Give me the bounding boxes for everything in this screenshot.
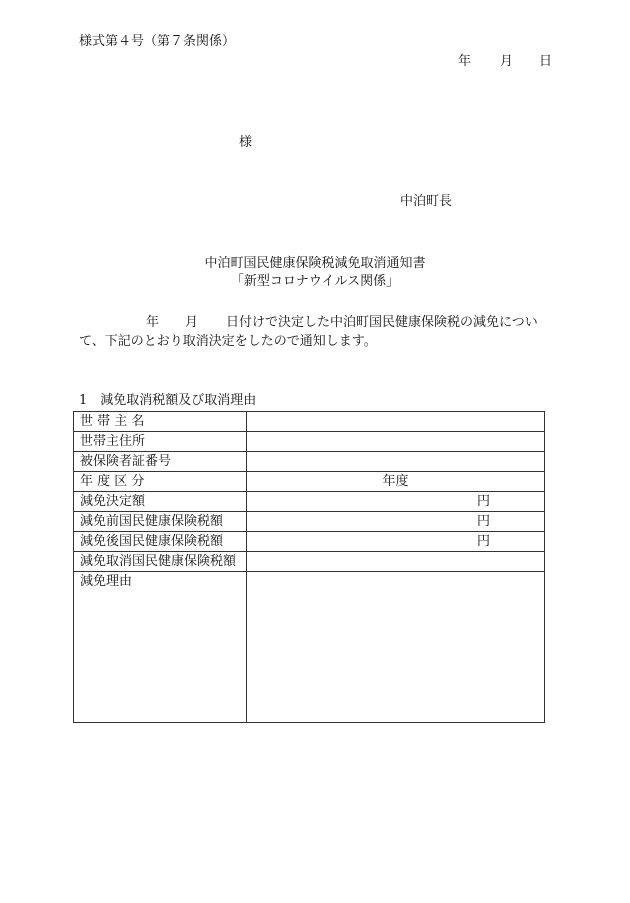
row-value xyxy=(247,572,545,723)
table-row xyxy=(74,552,545,572)
sender-title: 中泊町長 xyxy=(400,194,453,209)
row-label: 減免前国民健康保険税額 xyxy=(74,512,247,532)
row-value xyxy=(247,452,545,472)
row-value: 円 xyxy=(247,532,545,552)
row-value: 円 xyxy=(247,492,545,512)
row-label: 減免理由 xyxy=(74,572,247,723)
row-label: 被保険者証番号 xyxy=(74,452,247,472)
table-row xyxy=(74,512,545,532)
table-row xyxy=(74,532,545,552)
table-row xyxy=(74,412,545,432)
cancellation-table xyxy=(73,411,545,723)
table-row xyxy=(74,572,545,723)
date-month-label: 月 xyxy=(500,54,514,69)
addressee-suffix: 様 xyxy=(239,135,253,150)
table-row xyxy=(74,452,545,472)
row-value xyxy=(247,552,545,572)
body-text-line2: て、下記のとおり取消決定をしたので通知します。 xyxy=(79,334,377,349)
row-value: 年度 xyxy=(247,472,545,492)
form-number: 様式第４号（第７条関係） xyxy=(79,34,236,49)
body-year-label: 年 xyxy=(146,315,160,330)
table-row xyxy=(74,492,545,512)
table-row xyxy=(74,472,545,492)
table-row xyxy=(74,432,545,452)
date-day-label: 日 xyxy=(539,54,553,69)
row-label: 年 度 区 分 xyxy=(74,472,247,492)
body-text-line1: 日付けで決定した中泊町国民健康保険税の減免につい xyxy=(226,315,538,330)
row-value xyxy=(247,412,545,432)
date-year-label: 年 xyxy=(458,54,472,69)
section-heading: 1 減免取消税額及び取消理由 xyxy=(79,393,257,408)
table-body xyxy=(74,412,545,723)
row-label: 減免取消国民健康保険税額 xyxy=(74,552,247,572)
row-value: 円 xyxy=(247,512,545,532)
document-subtitle: 「新型コロナウイルス関係」 xyxy=(230,274,400,289)
row-label: 世 帯 主 名 xyxy=(74,412,247,432)
row-value xyxy=(247,432,545,452)
body-month-label: 月 xyxy=(185,315,199,330)
document-title: 中泊町国民健康保険税減免取消通知書 xyxy=(204,256,426,271)
row-label: 減免決定額 xyxy=(74,492,247,512)
row-label: 減免後国民健康保険税額 xyxy=(74,532,247,552)
row-label: 世帯主住所 xyxy=(74,432,247,452)
